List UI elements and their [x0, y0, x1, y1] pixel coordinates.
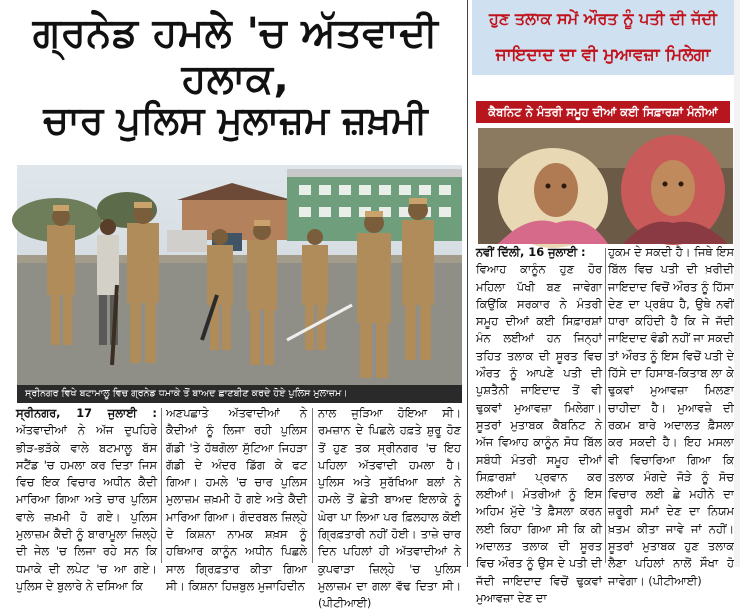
adjacent-page-edge [734, 0, 740, 567]
left-headline-line2: ਚਾਰ ਪੁਲਿਸ ਮੁਲਾਜ਼ਮ ਜ਼ਖ਼ਮੀ [43, 98, 428, 142]
police-photo [17, 165, 462, 387]
right-headline-line2: ਜਾਇਦਾਦ ਦਾ ਵੀ ਮੁਆਵਜ਼ਾ ਮਿਲੇਗਾ [495, 45, 711, 65]
women-photo [478, 128, 733, 244]
photo-caption: ਸ੍ਰੀਨਗਰ ਵਿਖੇ ਬਟਾਮਾਲੂ ਵਿਚ ਗ੍ਰਨੇਡ ਧਮਾਕੇ ਤੋਂ ਬਾਅਦ ਛਾਣਬੀਣ ਕਰਦੇ ਹੋਏ ਪੁਲਿਸ ਮੁਲਾਜ਼ਮ। [17, 385, 462, 403]
right-headline-line1: ਹੁਣ ਤਲਾਕ ਸਮੇਂ ਔਰਤ ਨੂੰ ਪਤੀ ਦੀ ਜੱਦੀ [489, 9, 717, 28]
right-dateline: ਨਵੀਂ ਦਿੱਲੀ, 16 ਜੁਲਾਈ : [476, 245, 586, 259]
article-divider [467, 0, 468, 567]
right-article-column-2: ਹੁਕਮ ਦੇ ਸਕਦੀ ਹੈ। ਜਿਥੇ ਇਸ ਬਿੱਲ ਵਿਚ ਪਤੀ ਦੀ ਖ਼ਰੀਦੀ ਜਾਇਦਾਦ ਵਿਚੋਂ ਔਰਤ ਨੂੰ ਹਿੱਸਾ ਦੇਣ ਦਾ ਪ੍ਰਬੰਧ ਹੈ, ਉਥੇ ਨਵੀਂ ਧਾਰਾ ਕਹਿੰਦੀ ਹੈ ਕਿ ਜੇ ਜੱਦੀ ਜਾਇਦਾਦ ਵੰਡੀ ਨਹੀਂ ਜਾ ਸਕਦੀ ਤਾਂ ਔਰਤ ਨੂੰ ਇਸ ਵਿਚੋਂ ਪਤੀ ਦੇ ਹਿੱਸੇ ਦਾ ਹਿਸਾਬ-ਕਿਤਾਬ ਲਾ ਕੇ ਢੁਕਵਾਂ ਮੁਆਵਜ਼ਾ ਮਿਲਣਾ ਚਾਹੀਦਾ ਹੈ। ਮੁਆਵਜ਼ੇ ਦੀ ਰਕਮ ਬਾਰੇ ਅਦਾਲਤ ਫ਼ੈਸਲਾ ਕਰ ਸਕਦੀ ਹੈ। ਇਹ ਮਸਲਾ ਵੀ ਵਿਚਾਰਿਆ ਗਿਆ ਕਿ ਤਲਾਕ ਮੰਗਦੇ ਜੋੜੇ ਨੂੰ ਸੋਚ ਵਿਚਾਰ ਲਈ ਛੇ ਮਹੀਨੇ ਦਾ ਜ਼ਰੂਰੀ ਸਮਾਂ ਦੇਣ ਦਾ ਨਿਯਮ ਖ਼ਤਮ ਕੀਤਾ ਜਾਵੇ ਜਾਂ ਨਹੀਂ। ਸੂਤਰਾਂ ਮੁਤਾਬਕ ਹੁਣ ਤਲਾਕ ਲੈਣਾ ਪਹਿਲਾਂ ਨਾਲੋਂ ਸੌਖਾ ਹੋ ਜਾਵੇਗਾ। (ਪੀਟੀਆਈ) [608, 245, 734, 588]
right-col1-text: ਵਿਆਹ ਕਾਨੂੰਨ ਹੁਣ ਹੋਰ ਮਹਿਲਾ ਪੱਖੀ ਬਣ ਜਾਵੇਗਾ ਕਿਉਂਕਿ ਸਰਕਾਰ ਨੇ ਮੰਤਰੀ ਸਮੂਹ ਦੀਆਂ ਕਈ ਸਿਫ਼ਾਰਸ਼ਾਂ ਮੰਨ ਲਈਆਂ ਹਨ ਜਿਨ੍ਹਾਂ ਤਹਿਤ ਤਲਾਕ ਦੀ ਸੂਰਤ ਵਿਚ ਔਰਤ ਨੂੰ ਆਪਣੇ ਪਤੀ ਦੀ ਪੁਸ਼ਤੈਨੀ ਜਾਇਦਾਦ ਤੋਂ ਵੀ ਢੁਕਵਾਂ ਮੁਆਵਜ਼ਾ ਮਿਲੇਗਾ। ਸੂਤਰਾਂ ਮੁਤਾਬਕ ਕੈਬਨਿਟ ਨੇ ਅੱਜ ਵਿਆਹ ਕਾਨੂੰਨ ਸੋਧ ਬਿੱਲ ਸਬੰਧੀ ਮੰਤਰੀ ਸਮੂਹ ਦੀਆਂ ਸਿਫ਼ਾਰਸ਼ਾਂ ਪ੍ਰਵਾਨ ਕਰ ਲਈਆਂ। ਮੰਤਰੀਆਂ ਨੂੰ ਇਸ ਅਹਿਮ ਮੁੱਦੇ 'ਤੇ ਫ਼ੈਸਲਾ ਕਰਨ ਲਈ ਕਿਹਾ ਗਿਆ ਸੀ ਕਿ ਕੀ ਅਦਾਲਤ ਤਲਾਕ ਦੀ ਸੂਰਤ ਵਿਚ ਔਰਤ ਨੂੰ ਉਸ ਦੇ ਪਤੀ ਦੀ ਜੱਦੀ ਜਾਇਦਾਦ ਵਿਚੋਂ ਢੁਕਵਾਂ ਮੁਆਵਜ਼ਾ ਦੇਣ ਦਾ [476, 262, 602, 605]
column-divider [161, 408, 162, 563]
left-article-column-3: ਨਾਲ ਜੁੜਿਆ ਹੋਇਆ ਸੀ। ਰਮਜ਼ਾਨ ਦੇ ਪਿਛਲੇ ਹਫ਼ਤੇ ਸ਼ੁਰੂ ਹੋਣ ਤੋਂ ਹੁਣ ਤਕ ਸ੍ਰੀਨਗਰ 'ਚ ਇਹ ਪਹਿਲਾ ਅੱਤਵਾਦੀ ਹਮਲਾ ਹੈ। ਪੁਲਿਸ ਅਤੇ ਸੁਰੱਖਿਆ ਬਲਾਂ ਨੇ ਹਮਲੇ ਤੋਂ ਛੇਤੀ ਬਾਅਦ ਇਲਾਕੇ ਨੂੰ ਘੇਰਾ ਪਾ ਲਿਆ ਪਰ ਫ਼ਿਲਹਾਲ ਕੋਈ ਗ੍ਰਿਫ਼ਤਾਰੀ ਨਹੀਂ ਹੋਈ। ਤਾਜ਼ੇ ਚਾਰ ਦਿਨ ਪਹਿਲਾਂ ਹੀ ਅੱਤਵਾਦੀਆਂ ਨੇ ਕੁਪਵਾੜਾ ਜ਼ਿਲ੍ਹੇ 'ਚ ਪੁਲਿਸ ਮੁਲਾਜ਼ਮ ਦਾ ਗਲਾ ਵੱਢ ਦਿਤਾ ਸੀ। (ਪੀਟੀਆਈ) [318, 406, 461, 611]
police-street-scene-image [17, 165, 462, 387]
column-divider [312, 408, 313, 563]
left-article-column-2: ਅਣਪਛਾਤੇ ਅੱਤਵਾਦੀਆਂ ਨੇ ਕੈਦੀਆਂ ਨੂੰ ਲਿਜਾ ਰਹੀ ਪੁਲਿਸ ਗੱਡੀ 'ਤੇ ਹੱਥਗੋਲਾ ਸੁੱਟਿਆ ਜਿਹੜਾ ਗੱਡੀ ਦੇ ਅੰਦਰ ਡਿੱਗ ਕੇ ਫਟ ਗਿਆ। ਹਮਲੇ 'ਚ ਚਾਰ ਪੁਲਿਸ ਮੁਲਾਜ਼ਮ ਜ਼ਖ਼ਮੀ ਹੋ ਗਏ ਅਤੇ ਕੈਦੀ ਮਾਰਿਆ ਗਿਆ। ਗੰਦਰਬਲ ਜ਼ਿਲ੍ਹੇ ਦੇ ਕਿਸ਼ਨਾ ਨਾਮਕ ਸ਼ਖ਼ਸ ਨੂੰ ਹਥਿਆਰ ਕਾਨੂੰਨ ਅਧੀਨ ਪਿਛਲੇ ਸਾਲ ਗ੍ਰਿਫ਼ਤਾਰ ਕੀਤਾ ਗਿਆ ਸੀ। ਕਿਸ਼ਨਾ ਹਿਜ਼ਬੁਲ ਮੁਜਾਹਿਦੀਨ [166, 406, 307, 593]
left-headline-line1: ਗ੍ਰਨੇਡ ਹਮਲੇ 'ਚ ਅੱਤਵਾਦੀ ਹਲਾਕ, [32, 10, 439, 102]
left-dateline: ਸ੍ਰੀਨਗਰ, 17 ਜੁਲਾਈ : [16, 406, 157, 420]
left-article-column-1 [16, 405, 157, 593]
left-col1-text: ਅੱਤਵਾਦੀਆਂ ਨੇ ਅੱਜ ਦੁਪਹਿਰੇ ਭੀੜ-ਭੜੱਕੇ ਵਾਲੇ ਬਟਮਾਲੂ ਬੱਸ ਸਟੈਂਡ 'ਚ ਹਮਲਾ ਕਰ ਦਿਤਾ ਜਿਸ ਵਿਚ ਇਕ ਵਿਚਾਰ ਅਧੀਨ ਕੈਦੀ ਮਾਰਿਆ ਗਿਆ ਅਤੇ ਚਾਰ ਪੁਲਿਸ ਵਾਲੇ ਜ਼ਖ਼ਮੀ ਹੋ ਗਏ। ਪੁਲਿਸ ਮੁਲਾਜ਼ਮ ਕੈਦੀ ਨੂੰ ਬਾਰਾਮੂਲਾ ਜ਼ਿਲ੍ਹੇ ਦੀ ਜੇਲ 'ਚ ਲਿਜਾ ਰਹੇ ਸਨ ਕਿ ਧਮਾਕੇ ਦੀ ਲਪੇਟ 'ਚ ਆ ਗਏ। ਪੁਲਿਸ ਦੇ ਬੁਲਾਰੇ ਨੇ ਦਸਿਆ ਕਿ [16, 423, 157, 593]
right-article-column-1 [476, 244, 602, 605]
column-divider [605, 248, 606, 563]
right-subheadline: ਕੈਬਨਿਟ ਨੇ ਮੰਤਰੀ ਸਮੂਹ ਦੀਆਂ ਕਈ ਸਿਫ਼ਾਰਸ਼ਾਂ ਮੰਨੀਆਂ [476, 101, 730, 123]
women-portrait-image [478, 128, 733, 244]
